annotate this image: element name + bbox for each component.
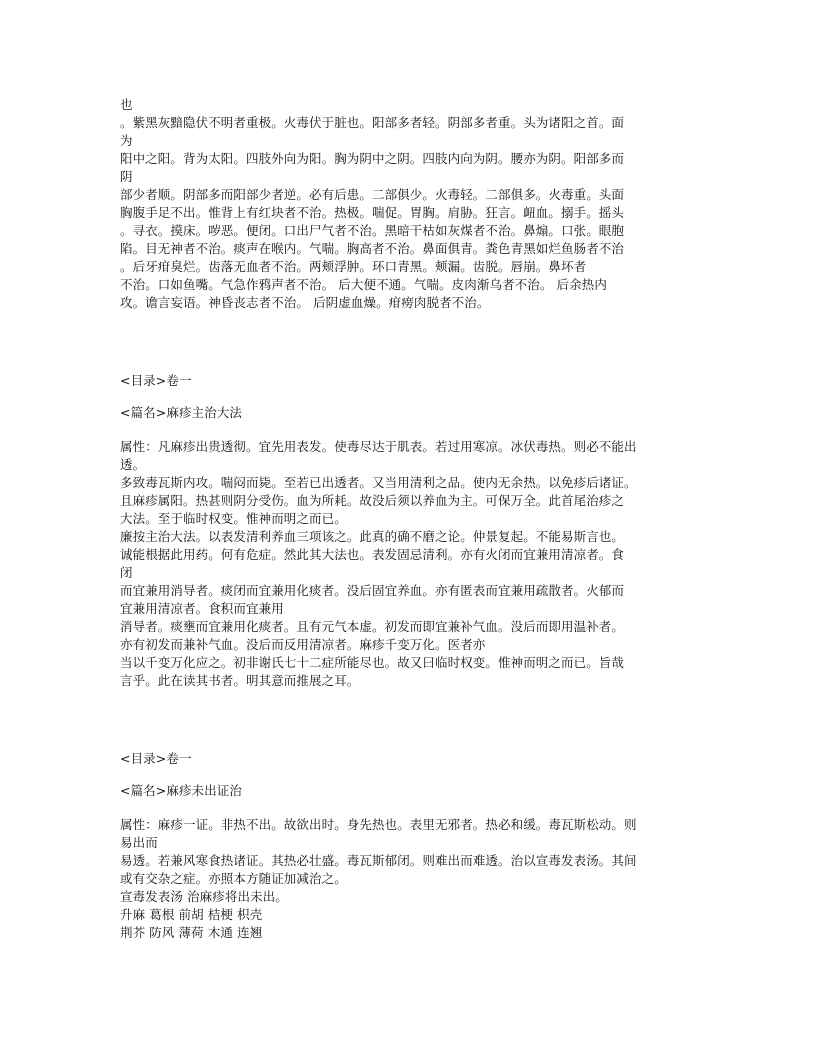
text-line: 阴 bbox=[120, 169, 133, 184]
text-line: 易透。若兼风寒食热诸证。其热必壮盛。毒瓦斯郁闭。则难出而难透。治以宣毒发表汤。其间 bbox=[120, 853, 637, 868]
text-line: 阳中之阳。背为太阳。四肢外向为阳。胸为阴中之阴。四肢内向为阴。腰亦为阴。阳部多而 bbox=[120, 151, 625, 166]
text-line: 陷。目无神者不治。痰声在喉内。气喘。胸高者不治。鼻面俱青。粪色青黑如烂鱼肠者不治 bbox=[120, 241, 625, 256]
chapter-title: <篇名>麻疹未出证治 bbox=[120, 783, 242, 798]
section-before-eruption bbox=[120, 750, 700, 942]
chapter-title: <篇名>麻疹主治大法 bbox=[120, 405, 242, 420]
text-line: 闭 bbox=[120, 565, 133, 580]
text-line: 消导者。痰壅而宜兼用化痰者。且有元气本虚。初发而即宜兼补气血。没后而即用温补者。 bbox=[120, 619, 625, 634]
text-line: 而宜兼用消导者。痰闭而宜兼用化痰者。没后固宜养血。亦有匿表而宜兼用疏散者。火郁而 bbox=[120, 583, 625, 598]
text-line: 宜兼用清凉者。食积而宜兼用 bbox=[120, 601, 284, 616]
text-line: 胸腹手足不出。惟背上有红块者不治。热极。喘促。胃胸。肩胁。狂言。衄血。搦手。摇头 bbox=[120, 205, 625, 220]
text-line: 不治。口如鱼嘴。气急作鸦声者不治。 后大便不通。气喘。皮肉渐乌者不治。 后余热内 bbox=[120, 277, 607, 292]
text-line: 当以千变万化应之。初非谢氏七十二症所能尽也。故又曰临时权变。惟神而明之而已。旨哉 bbox=[120, 655, 625, 670]
text-line: 属性：麻疹一证。非热不出。故欲出时。身先热也。表里无邪者。热必和缓。毒瓦斯松动。则 bbox=[120, 817, 637, 832]
catalog-heading: <目录>卷一 bbox=[120, 373, 192, 388]
catalog-heading: <目录>卷一 bbox=[120, 751, 192, 766]
section-main-treatment bbox=[120, 372, 700, 690]
document-page bbox=[120, 96, 700, 942]
text-line: 。紫黑灰黯隐伏不明者重极。火毒伏于脏也。阳部多者轻。阴部多者重。头为诸阳之首。面 bbox=[120, 115, 625, 130]
text-line: 言乎。此在读其书者。明其意而推展之耳。 bbox=[120, 673, 360, 688]
text-line: 。寻衣。摸床。哕恶。便闭。口出尸气者不治。黑暗干枯如灰煤者不治。鼻煽。口张。眼胞 bbox=[120, 223, 625, 238]
text-line: 属性：凡麻疹出贵透彻。宜先用表发。使毒尽达于肌表。若过用寒凉。冰伏毒热。则必不能出 bbox=[120, 439, 637, 454]
text-line: 或有交杂之症。亦照本方随证加减治之。 bbox=[120, 871, 347, 886]
text-line: 易出而 bbox=[120, 835, 158, 850]
text-line: 升麻 葛根 前胡 桔梗 枳壳 bbox=[120, 907, 263, 922]
text-line: 大法。至于临时权变。惟神而明之而已。 bbox=[120, 511, 347, 526]
text-line: 部少者顺。阴部多而阳部少者逆。必有后患。二部俱少。火毒轻。二部俱多。火毒重。头面 bbox=[120, 187, 625, 202]
text-block-continuation bbox=[120, 96, 700, 312]
text-line: 为 bbox=[120, 133, 133, 148]
text-line: 也 bbox=[120, 97, 133, 112]
text-line: 攻。谵言妄语。神昏丧志者不治。 后阴虚血燥。疳痨肉脱者不治。 bbox=[120, 295, 490, 310]
text-line: 。后牙疳臭烂。齿落无血者不治。两颊浮肿。环口青黑。颊漏。齿脱。唇崩。鼻坏者 bbox=[120, 259, 587, 274]
text-line: 宣毒发表汤 治麻疹将出未出。 bbox=[120, 889, 288, 904]
text-line: 且麻疹属阳。热甚则阴分受伤。血为所耗。故没后须以养血为主。可保万全。此首尾治疹之 bbox=[120, 493, 625, 508]
text-line: 廉按主治大法。以表发清利养血三项该之。此真的确不磨之论。仲景复起。不能易斯言也。 bbox=[120, 529, 625, 544]
text-line: 荆芥 防风 薄荷 木通 连翘 bbox=[120, 925, 263, 940]
text-line: 多致毒瓦斯内攻。喘闷而毙。至若已出透者。又当用清利之品。使内无余热。以免疹后诸证。 bbox=[120, 475, 637, 490]
text-line: 透。 bbox=[120, 457, 146, 472]
text-line: 亦有初发而兼补气血。没后而反用清凉者。麻疹千变万化。医者亦 bbox=[120, 637, 486, 652]
text-line: 诚能根据此用药。何有危症。然此其大法也。表发固忌清利。亦有火闭而宜兼用清凉者。食 bbox=[120, 547, 625, 562]
